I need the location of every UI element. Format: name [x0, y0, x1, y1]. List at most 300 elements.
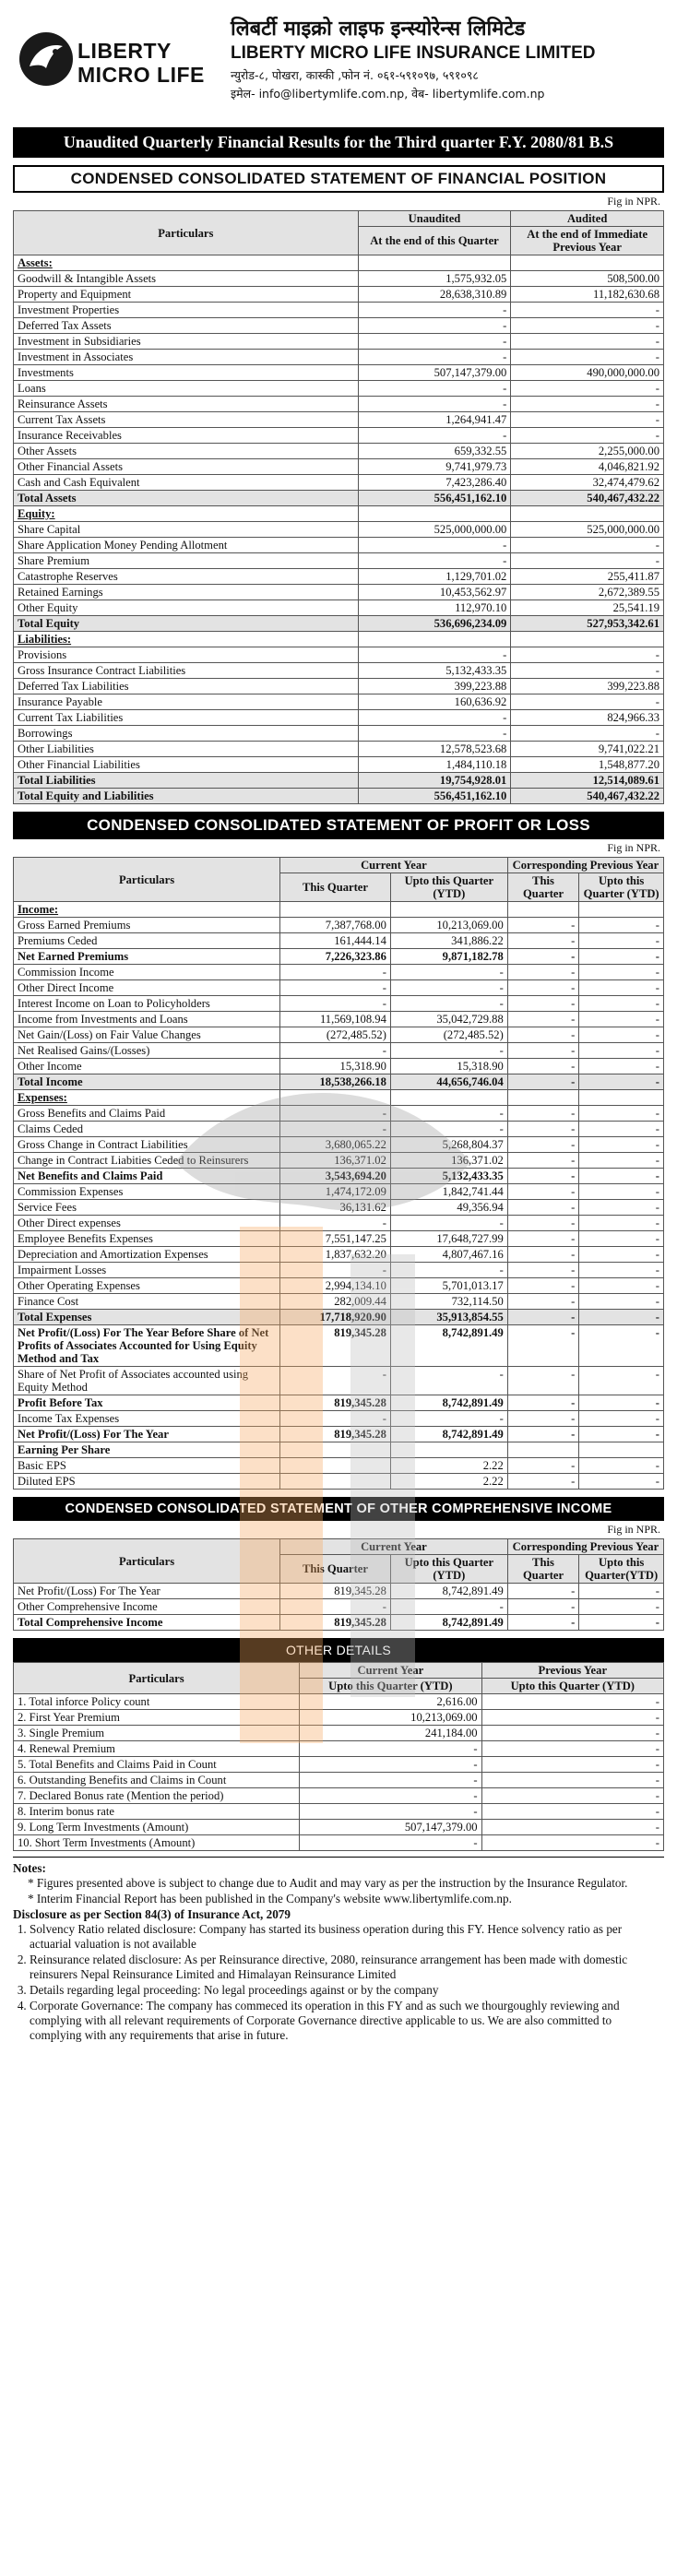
row-value: -: [507, 996, 579, 1012]
table-row: [14, 334, 664, 350]
row-label: Investments: [14, 365, 359, 381]
row-label: Net Profit/(Loss) For The Year: [14, 1584, 280, 1599]
row-value: -: [390, 1106, 507, 1122]
table-row: [14, 663, 664, 679]
row-value: -: [579, 1169, 664, 1184]
row-value: -: [579, 933, 664, 949]
row-value: -: [511, 318, 664, 334]
row-value: 5,268,804.37: [390, 1137, 507, 1153]
row-value: 2,994,134.10: [280, 1278, 391, 1294]
row-value: -: [507, 1012, 579, 1027]
row-value: 49,356.94: [390, 1200, 507, 1216]
pl-col-upto-quarter: Upto this Quarter (YTD): [390, 873, 507, 902]
row-value: 819,345.28: [280, 1615, 391, 1631]
row-value: -: [579, 1247, 664, 1263]
row-value: -: [579, 996, 664, 1012]
table-row: [14, 757, 664, 773]
row-label: Basic EPS: [14, 1458, 280, 1474]
table-row: [14, 773, 664, 789]
row-value: -: [507, 1584, 579, 1599]
row-value: -: [579, 1411, 664, 1427]
row-value: -: [280, 980, 391, 996]
row-label: Total Equity and Liabilities: [14, 789, 359, 804]
table-row: [14, 710, 664, 726]
table-row: [14, 491, 664, 506]
row-value: 7,423,286.40: [358, 475, 511, 491]
row-value: -: [507, 1367, 579, 1395]
row-value: 4,807,467.16: [390, 1247, 507, 1263]
row-value: -: [507, 1395, 579, 1411]
oci-col-upto-quarter: Upto this Quarter (YTD): [390, 1555, 507, 1584]
row-value: 7,551,147.25: [280, 1231, 391, 1247]
row-value: -: [507, 1615, 579, 1631]
table-row: [14, 553, 664, 569]
row-value: -: [579, 1231, 664, 1247]
row-value: -: [507, 1427, 579, 1442]
table-row: [14, 1137, 664, 1153]
table-row: [14, 1027, 664, 1043]
row-label: Interest Income on Loan to Policyholders: [14, 996, 280, 1012]
row-value: 9,871,182.78: [390, 949, 507, 965]
row-value: 819,345.28: [280, 1395, 391, 1411]
table-row: [14, 475, 664, 491]
row-value: 2.22: [390, 1474, 507, 1490]
row-value: (272,485.52): [390, 1027, 507, 1043]
row-value: [511, 255, 664, 271]
row-value: -: [481, 1757, 663, 1773]
row-value: -: [280, 1106, 391, 1122]
row-value: -: [579, 918, 664, 933]
row-value: -: [358, 350, 511, 365]
row-value: 508,500.00: [511, 271, 664, 287]
row-label: Provisions: [14, 647, 359, 663]
row-value: -: [511, 694, 664, 710]
row-value: 540,467,432.22: [511, 789, 664, 804]
table-row: [14, 397, 664, 412]
row-value: -: [579, 1367, 664, 1395]
table-row: [14, 1012, 664, 1027]
table-row: [14, 726, 664, 742]
row-value: (272,485.52): [280, 1027, 391, 1043]
row-value: [280, 1442, 391, 1458]
row-value: 28,638,310.89: [358, 287, 511, 303]
row-label: Borrowings: [14, 726, 359, 742]
row-value: -: [579, 1325, 664, 1367]
row-label: Total Income: [14, 1074, 280, 1090]
row-label: Insurance Payable: [14, 694, 359, 710]
financial-position-table: [13, 210, 664, 804]
row-value: -: [300, 1804, 481, 1820]
row-value: -: [579, 1458, 664, 1474]
row-value: 1,484,110.18: [358, 757, 511, 773]
row-label: Other Financial Assets: [14, 459, 359, 475]
col-audited-sub: At the end of Immediate Previous Year: [511, 227, 664, 255]
table-row: [14, 600, 664, 616]
row-value: -: [507, 1231, 579, 1247]
row-label: Commission Expenses: [14, 1184, 280, 1200]
row-value: -: [507, 965, 579, 980]
table-row: [14, 1395, 664, 1411]
row-value: [511, 632, 664, 647]
other-details-table: [13, 1662, 664, 1851]
row-value: -: [507, 1599, 579, 1615]
row-value: -: [511, 726, 664, 742]
row-label: Change in Contract Liabities Ceded to Reinsurers: [14, 1153, 280, 1169]
row-value: -: [358, 397, 511, 412]
row-label: Employee Benefits Expenses: [14, 1231, 280, 1247]
row-value: 282,009.44: [280, 1294, 391, 1310]
pl-col-current-year: Current Year: [280, 858, 508, 873]
row-value: -: [507, 1294, 579, 1310]
row-label: Insurance Receivables: [14, 428, 359, 444]
row-label: Reinsurance Assets: [14, 397, 359, 412]
pl-col-particulars: Particulars: [14, 858, 280, 902]
row-label: Claims Ceded: [14, 1122, 280, 1137]
row-value: -: [358, 710, 511, 726]
row-value: -: [280, 1367, 391, 1395]
row-value: -: [358, 553, 511, 569]
row-label: Retained Earnings: [14, 585, 359, 600]
row-value: 525,000,000.00: [511, 522, 664, 538]
row-value: -: [579, 1427, 664, 1442]
table-row: [14, 694, 664, 710]
table-row: [14, 616, 664, 632]
table-row: [14, 569, 664, 585]
row-value: -: [507, 1474, 579, 1490]
disclosure-item: 2. Reinsurance related disclosure: As per Reinsurance directive, 2080, reinsurance arrangement has been made with domestic reinsurers Nepal Reinsurance Limited and Himalayan Reinsurance Limited: [30, 1953, 664, 1982]
row-value: -: [579, 1043, 664, 1059]
row-value: -: [579, 1216, 664, 1231]
row-value: -: [507, 1027, 579, 1043]
row-value: -: [280, 996, 391, 1012]
company-contact: इमेल- info@libertymlife.com.np, वेब- libertymlife.com.np: [231, 87, 545, 101]
row-value: -: [511, 334, 664, 350]
notes-section: [13, 1857, 664, 2043]
table-row: [14, 350, 664, 365]
row-value: 1,837,632.20: [280, 1247, 391, 1263]
row-value: 5,701,013.17: [390, 1278, 507, 1294]
row-value: 3,543,694.20: [280, 1169, 391, 1184]
row-value: -: [358, 726, 511, 742]
row-value: 1,575,932.05: [358, 271, 511, 287]
row-value: 8,742,891.49: [390, 1615, 507, 1631]
row-value: -: [579, 1122, 664, 1137]
row-value: 241,184.00: [300, 1726, 481, 1741]
row-value: 824,966.33: [511, 710, 664, 726]
row-value: 659,332.55: [358, 444, 511, 459]
row-label: 7. Declared Bonus rate (Mention the period): [14, 1788, 300, 1804]
profit-loss-fig-note: Fig in NPR.: [607, 841, 660, 854]
disclosure-list: [13, 1922, 664, 2043]
row-value: -: [507, 1137, 579, 1153]
row-value: [390, 1090, 507, 1106]
table-row: [14, 1615, 664, 1631]
row-value: -: [511, 663, 664, 679]
row-value: 1,129,701.02: [358, 569, 511, 585]
table-row: [14, 1820, 664, 1835]
table-row: [14, 933, 664, 949]
row-label: Property and Equipment: [14, 287, 359, 303]
financial-position-title: CONDENSED CONSOLIDATED STATEMENT OF FINANCIAL POSITION: [13, 165, 664, 193]
row-value: -: [511, 303, 664, 318]
row-value: -: [481, 1773, 663, 1788]
row-value: -: [507, 1074, 579, 1090]
row-value: -: [579, 1106, 664, 1122]
row-value: -: [579, 1584, 664, 1599]
table-row: [14, 444, 664, 459]
row-value: -: [579, 1200, 664, 1216]
pl-col-this-quarter: This Quarter: [280, 873, 391, 902]
notes-list: [13, 1876, 664, 1906]
row-value: -: [511, 350, 664, 365]
report-banner: Unaudited Quarterly Financial Results for the Third quarter F.Y. 2080/81 B.S: [13, 127, 664, 158]
od-col-previous-year: Previous Year: [481, 1663, 663, 1679]
table-row: [14, 1231, 664, 1247]
row-value: -: [507, 1310, 579, 1325]
row-value: -: [579, 1074, 664, 1090]
row-value: 12,514,089.61: [511, 773, 664, 789]
oci-fig-note: Fig in NPR.: [607, 1523, 660, 1536]
table-row: [14, 303, 664, 318]
row-label: Total Assets: [14, 491, 359, 506]
row-label: Other Liabilities: [14, 742, 359, 757]
row-label: Premiums Ceded: [14, 933, 280, 949]
row-value: -: [579, 949, 664, 965]
company-name-english: LIBERTY MICRO LIFE INSURANCE LIMITED: [231, 43, 596, 63]
row-value: 819,345.28: [280, 1584, 391, 1599]
brand-line-2: MICRO LIFE: [77, 63, 205, 87]
notes-heading: Notes:: [13, 1861, 46, 1875]
row-label: 4. Renewal Premium: [14, 1741, 300, 1757]
row-label: Investment in Subsidiaries: [14, 334, 359, 350]
row-label: Other Equity: [14, 600, 359, 616]
row-value: -: [511, 538, 664, 553]
row-label: Income:: [14, 902, 280, 918]
row-value: 556,451,162.10: [358, 789, 511, 804]
row-value: 136,371.02: [390, 1153, 507, 1169]
row-value: -: [280, 1216, 391, 1231]
row-value: -: [390, 996, 507, 1012]
table-row: [14, 255, 664, 271]
row-label: Share Application Money Pending Allotment: [14, 538, 359, 553]
row-value: -: [300, 1835, 481, 1851]
table-row: [14, 365, 664, 381]
row-value: -: [507, 933, 579, 949]
table-row: [14, 1153, 664, 1169]
row-label: Net Profit/(Loss) For The Year: [14, 1427, 280, 1442]
row-label: 9. Long Term Investments (Amount): [14, 1820, 300, 1835]
row-value: 8,742,891.49: [390, 1395, 507, 1411]
row-value: 732,114.50: [390, 1294, 507, 1310]
row-value: 507,147,379.00: [300, 1820, 481, 1835]
row-label: Total Liabilities: [14, 773, 359, 789]
table-row: [14, 428, 664, 444]
note-item: * Figures presented above is subject to change due to Audit and may vary as per the instruction by the Insurance Regulator.: [28, 1876, 628, 1890]
table-row: [14, 1804, 664, 1820]
row-value: [507, 902, 579, 918]
row-value: 18,538,266.18: [280, 1074, 391, 1090]
table-row: [14, 1169, 664, 1184]
row-value: 32,474,479.62: [511, 475, 664, 491]
table-row: [14, 381, 664, 397]
row-value: 2.22: [390, 1458, 507, 1474]
row-value: 11,569,108.94: [280, 1012, 391, 1027]
row-value: -: [280, 1122, 391, 1137]
table-row: [14, 1757, 664, 1773]
pl-col-prev-upto-quarter: Upto this Quarter (YTD): [579, 873, 664, 902]
table-row: [14, 1074, 664, 1090]
profit-loss-rows: [14, 902, 664, 1490]
row-value: 44,656,746.04: [390, 1074, 507, 1090]
row-label: Deferred Tax Assets: [14, 318, 359, 334]
row-value: 15,318.90: [390, 1059, 507, 1074]
row-value: -: [507, 1263, 579, 1278]
table-row: [14, 1122, 664, 1137]
row-value: 4,046,821.92: [511, 459, 664, 475]
row-label: Current Tax Liabilities: [14, 710, 359, 726]
row-value: -: [390, 980, 507, 996]
brand-name: [77, 39, 205, 87]
row-label: Catastrophe Reserves: [14, 569, 359, 585]
table-row: [14, 1278, 664, 1294]
row-value: 1,264,941.47: [358, 412, 511, 428]
row-value: 527,953,342.61: [511, 616, 664, 632]
row-value: -: [300, 1757, 481, 1773]
row-label: Finance Cost: [14, 1294, 280, 1310]
row-value: 536,696,234.09: [358, 616, 511, 632]
row-value: -: [280, 1263, 391, 1278]
row-value: [280, 1458, 391, 1474]
profit-loss-title: CONDENSED CONSOLIDATED STATEMENT OF PROFIT OR LOSS: [13, 812, 664, 839]
row-label: Cash and Cash Equivalent: [14, 475, 359, 491]
row-value: 17,648,727.99: [390, 1231, 507, 1247]
row-value: -: [507, 1106, 579, 1122]
row-label: Other Financial Liabilities: [14, 757, 359, 773]
row-label: Expenses:: [14, 1090, 280, 1106]
row-label: 1. Total inforce Policy count: [14, 1694, 300, 1710]
row-value: 1,842,741.44: [390, 1184, 507, 1200]
row-label: Equity:: [14, 506, 359, 522]
row-value: -: [507, 1216, 579, 1231]
row-label: Impairment Losses: [14, 1263, 280, 1278]
brand-line-1: LIBERTY: [77, 39, 172, 63]
row-label: Other Income: [14, 1059, 280, 1074]
row-value: [280, 1090, 391, 1106]
table-row: [14, 1599, 664, 1615]
table-row: [14, 1263, 664, 1278]
od-col-previous-sub: Upto this Quarter (YTD): [481, 1679, 663, 1694]
table-row: [14, 1106, 664, 1122]
row-value: 7,387,768.00: [280, 918, 391, 933]
row-value: [358, 506, 511, 522]
table-row: [14, 1694, 664, 1710]
row-value: -: [507, 1458, 579, 1474]
row-value: -: [511, 647, 664, 663]
row-value: 255,411.87: [511, 569, 664, 585]
row-value: -: [579, 1153, 664, 1169]
row-value: -: [390, 1263, 507, 1278]
disclosure-heading: Disclosure as per Section 84(3) of Insurance Act, 2079: [13, 1907, 291, 1921]
row-value: -: [390, 1216, 507, 1231]
col-unaudited: Unaudited: [358, 211, 511, 227]
row-value: -: [511, 553, 664, 569]
row-value: [390, 1442, 507, 1458]
row-value: 540,467,432.22: [511, 491, 664, 506]
table-row: [14, 1726, 664, 1741]
oci-rows: [14, 1584, 664, 1631]
row-value: 35,042,729.88: [390, 1012, 507, 1027]
table-row: [14, 1059, 664, 1074]
row-value: 819,345.28: [280, 1427, 391, 1442]
table-row: [14, 1184, 664, 1200]
row-value: 10,213,069.00: [300, 1710, 481, 1726]
table-row: [14, 1773, 664, 1788]
row-value: -: [481, 1804, 663, 1820]
row-value: -: [358, 428, 511, 444]
row-value: -: [390, 1043, 507, 1059]
row-label: Profit Before Tax: [14, 1395, 280, 1411]
row-value: [390, 902, 507, 918]
row-value: 10,453,562.97: [358, 585, 511, 600]
row-value: -: [511, 428, 664, 444]
row-value: [579, 1090, 664, 1106]
row-value: -: [481, 1820, 663, 1835]
row-value: -: [507, 918, 579, 933]
row-value: 5,132,433.35: [358, 663, 511, 679]
od-col-particulars: Particulars: [14, 1663, 300, 1694]
liberty-logo-icon: [18, 31, 74, 87]
row-value: -: [358, 381, 511, 397]
row-value: -: [358, 303, 511, 318]
row-value: -: [579, 1310, 664, 1325]
table-row: [14, 287, 664, 303]
row-value: -: [511, 381, 664, 397]
row-value: -: [481, 1726, 663, 1741]
row-label: Deferred Tax Liabilities: [14, 679, 359, 694]
row-value: -: [507, 1169, 579, 1184]
row-value: -: [507, 980, 579, 996]
row-value: 3,680,065.22: [280, 1137, 391, 1153]
row-value: -: [579, 1137, 664, 1153]
row-value: -: [390, 1367, 507, 1395]
table-row: [14, 1090, 664, 1106]
row-value: -: [481, 1835, 663, 1851]
row-value: -: [507, 1325, 579, 1367]
row-label: Other Comprehensive Income: [14, 1599, 280, 1615]
table-row: [14, 647, 664, 663]
oci-table: [13, 1538, 664, 1631]
row-label: Other Direct expenses: [14, 1216, 280, 1231]
row-label: Investment in Associates: [14, 350, 359, 365]
company-address: न्युरोड-८, पोखरा, कास्की ,फोन नं. ०६१-५९१०९७, ५९१०९८: [231, 68, 479, 82]
row-label: Share Premium: [14, 553, 359, 569]
row-value: 341,886.22: [390, 933, 507, 949]
row-value: 399,223.88: [358, 679, 511, 694]
row-label: Goodwill & Intangible Assets: [14, 271, 359, 287]
oci-col-this-quarter: This Quarter: [280, 1555, 391, 1584]
row-value: -: [507, 1184, 579, 1200]
row-value: -: [579, 1615, 664, 1631]
row-label: 2. First Year Premium: [14, 1710, 300, 1726]
row-value: 1,548,877.20: [511, 757, 664, 773]
table-row: [14, 1474, 664, 1490]
table-row: [14, 980, 664, 996]
row-value: 15,318.90: [280, 1059, 391, 1074]
row-label: 3. Single Premium: [14, 1726, 300, 1741]
row-value: -: [579, 1474, 664, 1490]
table-row: [14, 1294, 664, 1310]
table-row: [14, 1710, 664, 1726]
